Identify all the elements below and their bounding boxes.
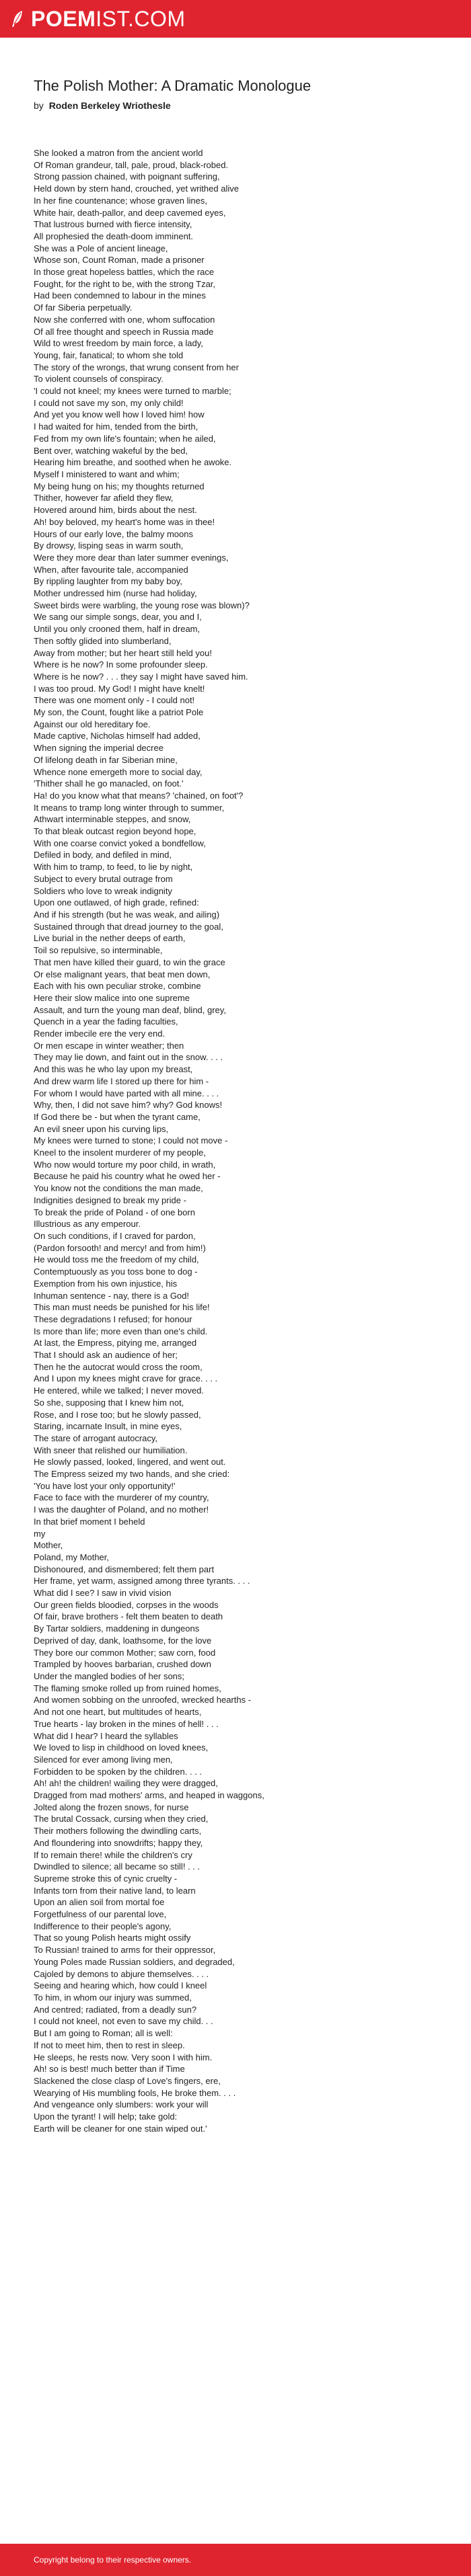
poem-line: Young Poles made Russian soldiers, and degraded, [34,1956,235,1967]
poem-line: Seeing and hearing which, how could I kneel [34,1980,207,1991]
poem-line: It means to tramp long winter through to summer, [34,802,225,813]
poem-line: Athwart interminable steppes, and snow, [34,814,191,825]
poem-line: Of far Siberia perpetually. [34,303,133,313]
poem-body [34,147,437,2134]
copyright-text: Copyright belong to their respective owners. [34,2555,192,2565]
poem-line: Mother undressed him (nurse had holiday, [34,588,197,599]
poem-line: Whose son, Count Roman, made a prisoner [34,255,205,266]
poem-line: Or else malignant years, that beat men down, [34,969,211,979]
poem-line: Of lifelong death in far Siberian mine, [34,754,178,765]
poem-line: That I should ask an audience of her; [34,1350,178,1361]
poem-line: Made captive, Nicholas himself had added, [34,731,201,741]
poem-line: The stare of arrogant autocracy, [34,1433,158,1443]
poem-line: My son, the Count, fought like a patriot Pole [34,707,204,718]
poem-line: Myself I ministered to want and whim; [34,469,180,479]
poem-line: Deprived of day, dank, loathsome, for the love [34,1635,212,1646]
poem-line: So she, supposing that I knew him not, [34,1397,184,1408]
poem-line: my [34,1528,46,1539]
poem-line: Mother, [34,1540,63,1551]
poem-line: Here their slow malice into one supreme [34,992,190,1003]
poem-line: By Tartar soldiers, maddening in dungeons [34,1623,200,1634]
poem-line: Is more than life; more even than one's child. [34,1326,208,1336]
poem-line: Under the mangled bodies of her sons; [34,1671,185,1681]
poem-line: Subject to every brutal outrage from [34,873,173,884]
byline-label: by [34,100,44,111]
poem-line: Young, fair, fanatical; to whom she told [34,350,184,360]
poem-line: This man must needs be punished for his life! [34,1302,210,1313]
poem-line: Kneel to the insolent murderer of my people, [34,1148,206,1158]
poem-line: She looked a matron from the ancient world [34,148,203,158]
poem-line: And drew warm life I stored up there for him - [34,1076,209,1086]
poem-line: And centred; radiated, from a deadly sun? [34,2004,197,2015]
poem-line: If God there be - but when the tyrant came, [34,1111,201,1122]
logo-rest-part: IST.COM [96,7,186,31]
poem-line: And if his strength (but he was weak, and ailing) [34,910,220,920]
poem-line: Dishonoured, and dismembered; felt them part [34,1564,215,1574]
poem-line: Ha! do you know what that means? 'chained, on foot'? [34,790,244,801]
poem-line: Were they more dear than later summer evenings, [34,552,229,563]
poem-line: The brutal Cossack, cursing when they cried, [34,1814,209,1824]
poem-line: Illustrious as any emperour. [34,1219,141,1230]
poem-line: He slowly passed, looked, lingered, and went out. [34,1457,226,1467]
poem-byline [34,99,437,112]
poem-line: Trampled by hooves barbarian, crushed down [34,1659,211,1670]
poem-line: And floundering into snowdrifts; happy they, [34,1837,203,1848]
poem-line: On such conditions, if I craved for pardon, [34,1230,196,1241]
site-logo-link[interactable] [11,8,186,30]
poem-line: He would toss me the freedom of my child, [34,1254,199,1265]
poem-heading [34,77,437,112]
poem-line: With him to tramp, to feed, to lie by night, [34,862,193,873]
poem-line: To violent counsels of conspiracy. [34,374,164,385]
poem-line: True hearts - lay broken in the mines of hell! . . . [34,1718,219,1729]
poem-line: The Empress seized my two hands, and she cried: [34,1469,230,1480]
site-logo-text [31,8,186,30]
poem-line: Until you only crooned them, half in dream, [34,624,201,635]
poem-line: Her frame, yet warm, assigned among three tyrants. . . . [34,1576,250,1586]
poem-line: Hours of our early love, the balmy moons [34,528,193,539]
poem-line: In those great hopeless battles, which the race [34,267,215,278]
poem-line: Upon the tyrant! I will help; take gold: [34,2111,178,2122]
poem-line: Their mothers following the dwindling carts, [34,1826,202,1837]
poem-line: Cajoled by demons to abjure themselves. . . . [34,1968,209,1979]
poem-line: And yet you know well how I loved him! how [34,409,205,420]
poem-line: You know not the conditions the man made, [34,1183,203,1194]
poem-line: White hair, death-pallor, and deep cavemed eyes, [34,207,226,218]
poem-line: Our green fields bloodied, corpses in the woods [34,1599,219,1610]
poem-line: I could not kneel, not even to save my child. . . [34,2016,213,2027]
poem-line: And not one heart, but multitudes of hearts, [34,1707,202,1718]
poem-author: Roden Berkeley Wriothesle [48,100,171,111]
poem-line: Ah! boy beloved, my heart's home was in thee! [34,516,215,527]
poem-line: Soldiers who love to wreak indignity [34,885,172,896]
poem-line: Bent over, watching wakeful by the bed, [34,445,188,456]
poem-line: Forgetfulness of our parental love, [34,1909,167,1920]
poem-line: Slackened the close clasp of Love's fingers, ere, [34,2075,221,2086]
poem-line: Rose, and I rose too; but he slowly passed, [34,1409,201,1420]
poem-line: That lustrous burned with fierce intensity, [34,219,192,230]
poem-line: Where is he now? In some profounder sleep. [34,659,208,670]
poem-line: Had been condemned to labour in the mines [34,290,206,301]
poem-line: Assault, and turn the young man deaf, blind, grey, [34,1004,226,1015]
poem-line: With one coarse convict yoked a bondfellow, [34,838,206,848]
poem-line: That so young Polish hearts might ossify [34,1933,191,1943]
poem-line: Poland, my Mother, [34,1552,109,1562]
poem-line: Upon an alien soil from mortal foe [34,1897,165,1908]
poem-line: In her fine countenance; whose graven lines, [34,195,208,206]
poem-line: Fed from my own life's fountain; when he ailed, [34,433,216,444]
poem-line: And vengeance only slumbers: work your will [34,2099,209,2110]
poem-line: And this was he who lay upon my breast, [34,1064,193,1075]
poem-line: I could not save my son, my only child! [34,397,184,408]
poem-line: He entered, while we talked; I never moved. [34,1385,204,1396]
poem-line: But I am going to Roman; all is well: [34,2028,173,2039]
poem-line: To break the pride of Poland - of one born [34,1207,195,1217]
poem-line: If not to meet him, then to rest in sleep. [34,2040,185,2050]
poem-line: And women sobbing on the unroofed, wrecked hearths - [34,1695,252,1705]
poem-line: Held down by stern hand, crouched, yet writhed alive [34,184,239,194]
poem-line: Fought, for the right to be, with the strong Tzar, [34,278,216,289]
poem-line: Face to face with the murderer of my country, [34,1492,209,1503]
poem-line: 'I could not kneel; my knees were turned to marble; [34,386,231,397]
poem-line: To that bleak outcast region beyond hope, [34,826,196,837]
poem-line: Where is he now? . . . they say I might have saved him. [34,671,248,682]
poem-line: Render imbecile ere the very end. [34,1029,166,1039]
poem-line: I had waited for him, tended from the birth, [34,421,198,432]
poem-line: Ah! ah! the children! wailing they were dragged, [34,1778,218,1789]
poem-line: Sustained through that dread journey to the goal, [34,921,223,932]
poem-line: Live burial in the nether deeps of earth, [34,933,186,944]
poem-line: Silenced for ever among living men, [34,1754,173,1765]
poem-line: Each with his own peculiar stroke, combine [34,981,201,992]
site-header [0,0,471,38]
poem-line: Sweet birds were warbling, the young rose was blown)? [34,600,250,610]
poem-line: Now she conferred with one, whom suffocation [34,314,215,325]
poem-line: There was one moment only - I could not! [34,695,195,706]
poem-line: Earth will be cleaner for one stain wiped out.' [34,2123,207,2134]
poem-line: I was too proud. My God! I might have knelt! [34,683,205,694]
poem-line: 'You have lost your only opportunity!' [34,1480,176,1491]
poem-line: Strong passion chained, with poignant suffering, [34,171,220,182]
poem-line: They bore our common Mother; saw corn, food [34,1647,216,1658]
poem-line: We sang our simple songs, dear, you and I, [34,612,202,622]
poem-line: With sneer that relished our humiliation. [34,1445,188,1455]
poem-line: An evil sneer upon his curving lips, [34,1123,169,1134]
poem-line: He sleeps, he rests now. Very soon I with him. [34,2052,213,2062]
poem-line: If to remain there! while the children's cry [34,1849,192,1860]
poem-line: I was the daughter of Poland, and no mother! [34,1504,209,1515]
poem-line: Quench in a year the fading faculties, [34,1016,178,1027]
poem-line: Wearying of His mumbling fools, He broke them. . . . [34,2087,236,2098]
poem-line: The story of the wrongs, that wrung consent from her [34,362,239,372]
poem-line: Wild to wrest freedom by main force, a lady, [34,338,203,349]
poem-line: Hearing him breathe, and soothed when he awoke. [34,457,232,468]
logo-bold-part: POEM [31,7,96,31]
poem-line: What did I see? I saw in vivid vision [34,1588,172,1599]
poem-line: Against our old hereditary foe. [34,719,151,729]
poem-line: And I upon my knees might crave for grace. . . . [34,1373,218,1384]
poem-line: When signing the imperial decree [34,743,164,754]
poem-line: Hovered around him, birds about the nest. [34,505,197,516]
poem-line: What did I hear? I heard the syllables [34,1730,178,1741]
poem-line: Of fair, brave brothers - felt them beaten to death [34,1611,223,1622]
poem-line: My being hung on his; my thoughts returned [34,481,205,491]
poem-line: Of Roman grandeur, tall, pale, proud, black-robed. [34,159,229,170]
poem-line: When, after favourite tale, accompanied [34,564,188,575]
poem-line: Infants torn from their native land, to learn [34,1885,196,1896]
poem-line: For whom I would have parted with all mine. . . . [34,1088,219,1098]
poem-line: Of all free thought and speech in Russia made [34,326,214,337]
poem-line: (Pardon forsooth! and mercy! and from him!) [34,1242,206,1253]
poem-line: Who now would torture my poor child, in wrath, [34,1159,216,1170]
poem-line: Then softly glided into slumberland, [34,635,172,646]
poem-line: Because he paid his country what he owed her - [34,1171,221,1182]
poem-line: Forbidden to be spoken by the children. . . . [34,1766,203,1777]
poem-line: Or men escape in winter weather; then [34,1040,184,1051]
site-footer [0,2544,471,2576]
poem-line: By drowsy, lisping seas in warm south, [34,540,184,551]
poem-line: To Russian! trained to arms for their oppressor, [34,1945,216,1956]
poem-line: 'Thither shall he go manacled, on foot.' [34,778,184,789]
poem-line: My knees were turned to stone; I could not move - [34,1135,228,1146]
poem-line: By rippling laughter from my baby boy, [34,576,182,587]
poem-line: Inhuman sentence - nay, there is a God! [34,1290,190,1301]
poem-line: All prophesied the death-doom imminent. [34,231,194,241]
poem-line: These degradations I refused; for honour [34,1314,192,1324]
poem-line: Away from mother; but her heart still held you! [34,647,212,658]
poem-line: Exemption from his own injustice, his [34,1278,178,1289]
poem-line: Supreme stroke this of cynic cruelty - [34,1873,178,1884]
feather-icon [11,10,24,28]
poem-line: At last, the Empress, pitying me, arranged [34,1338,197,1349]
poem-line: Thither, however far afield they flew, [34,493,174,504]
poem-line: Indignities designed to break my pride - [34,1195,186,1205]
poem-line: That men have killed their guard, to win the grace [34,957,225,967]
poem-line: We loved to lisp in childhood on loved knees, [34,1742,209,1753]
poem-title: The Polish Mother: A Dramatic Monologue [34,77,312,94]
poem-line: Why, then, I did not save him? why? God knows! [34,1100,223,1111]
poem-line: The flaming smoke rolled up from ruined homes, [34,1683,221,1693]
poem-line: Dragged from mad mothers' arms, and heaped in waggons, [34,1790,264,1801]
poem-line: Indifference to their people's agony, [34,1921,172,1931]
poem-line: They may lie down, and faint out in the snow. . . . [34,1052,223,1063]
poem-line: Staring, incarnate Insult, in mine eyes, [34,1421,182,1432]
poem-line: Then he the autocrat would cross the room, [34,1361,203,1372]
poem-line: Upon one outlawed, of high grade, refined: [34,897,199,908]
poem-line: In that brief moment I beheld [34,1516,145,1527]
poem-line: Toil so repulsive, so interminable, [34,945,163,956]
poem-line: Dwindled to silence; all became so still! . . . [34,1861,201,1872]
poem-line: Whence none emergeth more to social day, [34,766,203,777]
poem-line: Jolted along the frozen snows, for nurse [34,1802,189,1812]
poem-line: Defiled in body, and defiled in mind, [34,850,172,860]
poem-line: Ah! so is best! much better than if Time [34,2064,185,2075]
poem-line: Contemptuously as you toss bone to dog - [34,1266,198,1277]
poem-line: To him, in whom our injury was summed, [34,1992,192,2003]
poem-line: She was a Pole of ancient lineage, [34,243,168,253]
